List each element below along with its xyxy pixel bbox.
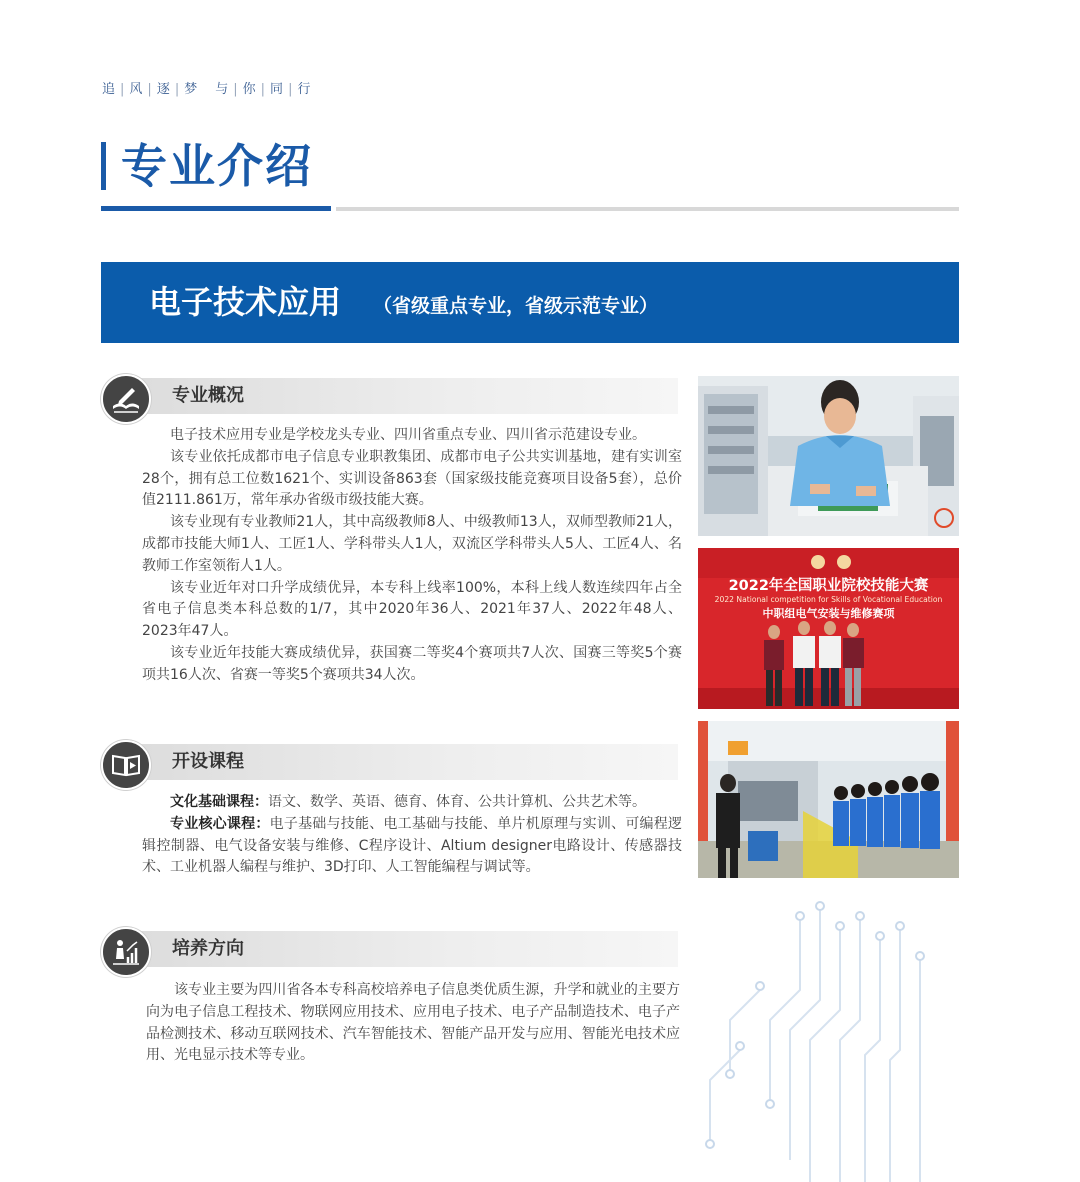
book-pen-icon	[101, 374, 151, 424]
title-underline-blue	[101, 206, 331, 211]
slogan-char: 追	[102, 82, 116, 97]
core-courses	[142, 814, 682, 879]
competition-subtitle-en: 2022 National competition for Skills of Vocational Education	[714, 595, 943, 604]
photo-workshop	[698, 721, 959, 878]
slogan-char: 逐	[156, 82, 170, 97]
core-courses-list: 电子基础与技能、电工基础与技能、单片机原理与实训、可编程逻辑控制器、电气设备安装与维修、C程序设计、Altium designer电路设计、传感器技术、工业机器人编程与维护、3D打印、人工智能编程与调试等。	[142, 815, 683, 876]
section-header-overview	[101, 374, 678, 418]
overview-paragraph: 该专业依托成都市电子信息专业职教集团、成都市电子公共实训基地，建有实训室28个，拥有总工位数1621个、实训设备863套（国家级技能竞赛项目设备5套），总价值2111.861万，常年承办省级市级技能大赛。	[142, 448, 682, 509]
overview-paragraph: 该专业近年技能大赛成绩优异，获国赛二等奖4个赛项共7人次、国赛三等奖5个赛项共16人次、省赛一等奖5个赛项共34人次。	[142, 644, 682, 683]
basic-courses	[142, 792, 682, 814]
title-accent-bar	[101, 142, 106, 190]
open-book-icon	[101, 740, 151, 790]
courses-text	[142, 792, 682, 879]
slogan-char: 梦	[184, 82, 198, 97]
core-courses-label: 专业核心课程：	[170, 815, 270, 832]
competition-title: 2022年全国职业院校技能大赛	[728, 578, 929, 594]
slogan: 追 | 风 | 逐 | 梦 与 | 你 | 同 | 行	[102, 82, 311, 97]
slogan-char: 你	[242, 82, 256, 97]
competition-event: 中职组电气安装与维修赛项	[762, 607, 895, 620]
section-header-direction	[101, 927, 678, 971]
basic-courses-label: 文化基础课程：	[170, 794, 268, 810]
growth-chart-icon	[101, 927, 151, 977]
major-banner	[101, 262, 959, 343]
page-title: 专业介绍	[121, 139, 313, 193]
overview-text	[142, 425, 682, 687]
overview-paragraph: 该专业现有专业教师21人，其中高级教师8人、中级教师13人，双师型教师21人，成都市技能大师1人、工匠1人、学科带头人1人，双流区学科带头人5人、工匠4人、名教师工作室领衔人1人。	[142, 514, 682, 574]
direction-text	[146, 980, 680, 1067]
title-underline-gray	[336, 207, 959, 211]
major-designation: （省级重点专业，省级示范专业）	[373, 295, 659, 317]
section-title-direction: 培养方向	[172, 938, 244, 959]
overview-paragraph: 电子技术应用专业是学校龙头专业、四川省重点专业、四川省示范建设专业。	[170, 427, 646, 443]
section-title-courses: 开设课程	[172, 751, 244, 772]
slogan-char: 风	[129, 82, 143, 97]
photo-lab-training	[698, 376, 959, 536]
photo-competition	[698, 548, 959, 709]
circuit-decoration	[700, 900, 959, 1182]
direction-paragraph: 该专业主要为四川省各本专科高校培养电子信息类优质生源，升学和就业的主要方向为电子信息工程技术、物联网应用技术、应用电子技术、电子产品制造技术、电子产品检测技术、移动互联网技术、汽车智能技术、智能产品开发与应用、智能光电技术应用、光电显示技术等专业。	[146, 982, 680, 1064]
basic-courses-list: 语文、数学、英语、德育、体育、公共计算机、公共艺术等。	[268, 794, 646, 810]
slogan-char: 与	[215, 82, 229, 97]
major-name: 电子技术应用	[149, 283, 342, 321]
section-title-overview: 专业概况	[172, 385, 244, 406]
slogan-char: 同	[270, 82, 284, 97]
overview-paragraph: 该专业近年对口升学成绩优异，本专科上线率100%，本科上线人数连续四年占全省电子信息类本科总数的1/7，其中2020年36人、2021年37人、2022年48人、2023年47人。	[142, 579, 682, 640]
slogan-char: 行	[297, 82, 311, 97]
section-header-courses	[101, 740, 678, 784]
